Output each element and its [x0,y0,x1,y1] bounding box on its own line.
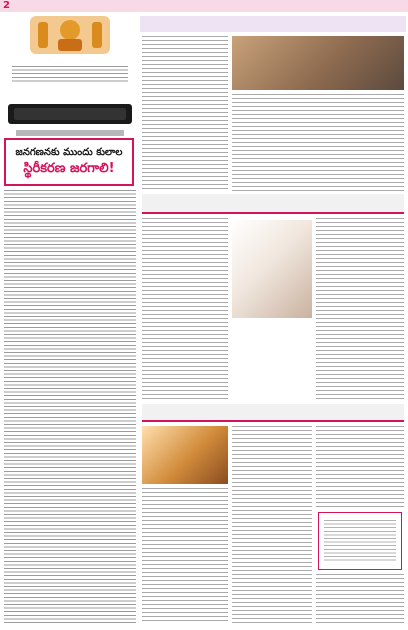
headline-line-2: స్థిరీకరణ జరగాలి! [23,161,115,176]
top-right-photo [232,36,404,90]
middle-left-text [142,218,228,400]
lower-middle-text [232,426,312,624]
top-right-text [232,94,404,192]
deity-emblem-icon [22,14,118,56]
masthead-subtitle-lines [12,66,128,84]
top-banner-headline [140,16,406,32]
lower-left-text [142,488,228,624]
left-body-text [4,190,136,624]
bottom-right-text [316,574,404,624]
headline-line-1: జనగణనకు ముందు కులాల [15,147,123,158]
masthead-logo [8,100,132,128]
lower-left-photo [142,426,228,484]
middle-right-text [316,218,404,400]
masthead-tagline [16,130,124,136]
lower-right-text [316,426,404,510]
top-middle-text [142,36,228,192]
page-number: 2 [3,0,10,11]
lower-headline [142,404,404,422]
middle-photo [232,220,312,318]
left-headline [4,138,134,186]
middle-headline [142,194,404,214]
page-header-bar [0,0,408,12]
right-inset-lines [324,520,396,562]
